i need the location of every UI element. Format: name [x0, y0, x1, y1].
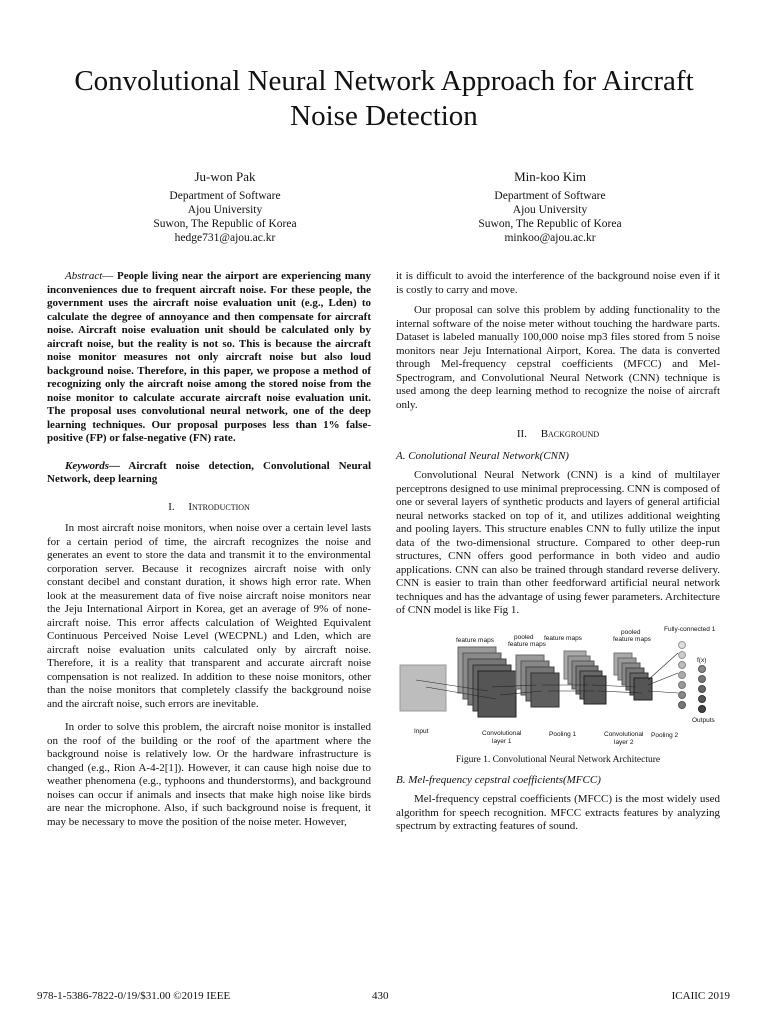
- title-line-2: Noise Detection: [290, 100, 478, 132]
- footer-page-number: 430: [372, 990, 389, 1002]
- abstract-dash: —: [102, 270, 117, 282]
- intro-paragraph-2: In order to solve this problem, the aircraft noise monitor is installed on the roof of the building or the roof of the apartment where the background noise is relatively low. Or the hardware infrastructure is changed (e.g., Rion A-4-2[1]). However, it can cause high noise due to weather phenomena (e.g., typhoons and thunderstorms), and background noises can occur if animals and insects that make high noise like birds are near the microphone. Also, if such background noise is frequent, it may be necessary to move the position of the noise meter. However,: [47, 721, 371, 828]
- author-univ: Ajou University: [187, 204, 263, 216]
- label-pooled-1a: pooled: [514, 633, 534, 641]
- author-city: Suwon, The Republic of Korea: [478, 218, 622, 230]
- label-conv2a: Convolutional: [604, 730, 644, 738]
- cnn-diagram: [396, 625, 720, 750]
- paper-title: [0, 64, 768, 134]
- label-pooled-2b: feature maps: [613, 635, 651, 643]
- label-fully-connected: Fully-connected 1: [664, 625, 716, 633]
- author-email: hedge731@ajou.ac.kr: [174, 232, 276, 244]
- keywords-label: Keywords: [65, 459, 109, 472]
- pooling-1-maps: [516, 655, 559, 707]
- abstract-text: People living near the airport are experiencing many inconveniences due to frequent aircraft noise. For these people, the government uses the aircraft noise evaluation unit (e.g., Lden) to calculate the degree of annoyance and then compensate for aircraft noise. Aircraft noise evaluation unit should be calculated only by aircraft noise, but the reality is not so. This is because the aircraft noise monitor measures not only aircraft noise but also loud background noise. Therefore, in this paper, we propose a method of recognizing only the aircraft noise among the stored noise from the noise monitor to calculate accurate aircraft noise evaluation unit. The proposal uses convolutional neural network, one of the deep learning techniques. Our proposal purposes less than 1% false-positive (FP) or false-negative (FN) rate.: [47, 270, 371, 444]
- label-pool1: Pooling 1: [549, 730, 577, 738]
- conv-layer-2-maps: [564, 651, 606, 704]
- author-dept: Department of Software: [169, 190, 281, 202]
- subsection-heading-a: A. Conolutional Neural Network(CNN): [396, 449, 569, 462]
- label-pooled-1b: feature maps: [508, 640, 546, 648]
- keywords: [47, 460, 371, 487]
- subsection-heading-b: B. Mel-frequency cepstral coefficients(MFCC): [396, 773, 601, 786]
- section-title: Introduction: [188, 500, 250, 513]
- figure-caption: Figure 1. Convolutional Neural Network Architecture: [455, 755, 661, 765]
- label-feature-maps-1: feature maps: [456, 636, 494, 644]
- author-name: Ju-won Pak: [194, 169, 256, 184]
- author-city: Suwon, The Republic of Korea: [153, 218, 297, 230]
- author-dept: Department of Software: [494, 190, 606, 202]
- author-block-1: [95, 170, 355, 245]
- right-column: [396, 270, 720, 841]
- footer-copyright: 978-1-5386-7822-0/19/$31.00 ©2019 IEEE: [37, 990, 231, 1002]
- section-number: II.: [516, 428, 527, 440]
- abstract: [47, 270, 371, 446]
- author-email: minkoo@ajou.ac.kr: [504, 232, 596, 244]
- title-line-1: Convolutional Neural Network Approach for Aircraft: [74, 65, 694, 97]
- right-paragraph-1: it is difficult to avoid the interference of the background noise even if it is costly to carry and move.: [396, 270, 720, 296]
- cnn-paragraph: Convolutional Neural Network (CNN) is a kind of multilayer perceptrons designed to use minimal preprocessing. CNN is composed of one or several layers of synthetic products and layers of general artificial neural networks stacked on top of it, and utilizes additional weighting and pooling layers. This structure enables CNN to fully utilize the input data of the two-dimensional structure. Compared to other deep-run structures, CNN offers good performance in both video and audio applications. CNN can also be trained through standard reverse delivery. CNN is easier to train than other feedforward artificial neural network techniques and has the advantage of using fewer parameters. Architecture of CNN model is like Fig 1.: [396, 469, 720, 616]
- intro-paragraph-1: In most aircraft noise monitors, when noise over a certain level lasts for a certain period of time, the aircraft recognizes the noise and generates an event to store the data and transmit it to the environmental corporation server. Because it recognizes aircraft noise with only constant decibel and constant duration, it shows high error rate. When look at the measurement data of five noise aircraft noise monitors near the Jeju International Airport in Korea, get an average of 9% of none-aircraft noise. This error affects calculation of Weighted Equivalent Continuous Perceived Noise Level (WECPNL) and Lden, which are aircraft noise evaluation units calculated only by aircraft noise. Therefore, it is a reality that transparent and accurate aircraft noise compensation is not realized. In addition to these noise monitors, other than the noise monitors that completely classify the background noise and the aircraft noise, such errors are inevitable.: [47, 522, 371, 710]
- label-input: Input: [414, 727, 429, 735]
- keywords-text: — Aircraft noise detection, Convolutional Neural Network, deep learning: [47, 459, 371, 485]
- label-conv2b: layer 2: [614, 738, 634, 746]
- author-block-2: [420, 170, 680, 245]
- mfcc-paragraph: Mel-frequency cepstral coefficients (MFCC) is the most widely used algorithm for speech recognition. MFCC extracts features by analyzing spectrum by extracting features of sound.: [396, 793, 720, 832]
- author-univ: Ajou University: [512, 204, 588, 216]
- section-heading-1: [47, 501, 371, 515]
- label-conv1b: layer 1: [492, 737, 512, 745]
- label-feature-maps-2: feature maps: [544, 634, 582, 642]
- section-number: I.: [168, 500, 175, 513]
- footer-conference: ICAIIC 2019: [671, 990, 730, 1002]
- section-title: Background: [540, 428, 600, 440]
- section-heading-2: [396, 428, 720, 442]
- left-column: [47, 270, 371, 836]
- fully-connected-nodes: [679, 641, 706, 712]
- label-fx: f(x): [697, 656, 707, 664]
- abstract-label: Abstract: [65, 270, 103, 282]
- right-paragraph-2: Our proposal can solve this problem by adding functionality to the internal software of the noise meter without touching the hardware parts. Dataset is labeled manually 100,000 noise mp3 files stored from 5 noise monitors near Jeju International Airport, Korea. The data is converted through Mel-frequency cepstral coefficients (MFCC) and Mel-Spectrogram, and Convolutional Neural Network (CNN) technique is used among the deep learning method to recognize the noise of aircraft only.: [396, 304, 720, 411]
- pooling-2-maps: [614, 653, 652, 700]
- conv-layer-1-maps: [458, 647, 516, 717]
- input-image: [400, 665, 446, 711]
- label-conv1a: Convolutional: [482, 729, 522, 737]
- label-pooled-2a: pooled: [621, 628, 641, 636]
- label-pool2: Pooling 2: [651, 731, 679, 739]
- label-outputs: Outputs: [692, 716, 715, 724]
- author-name: Min-koo Kim: [514, 169, 586, 184]
- cnn-architecture-figure: [396, 625, 720, 755]
